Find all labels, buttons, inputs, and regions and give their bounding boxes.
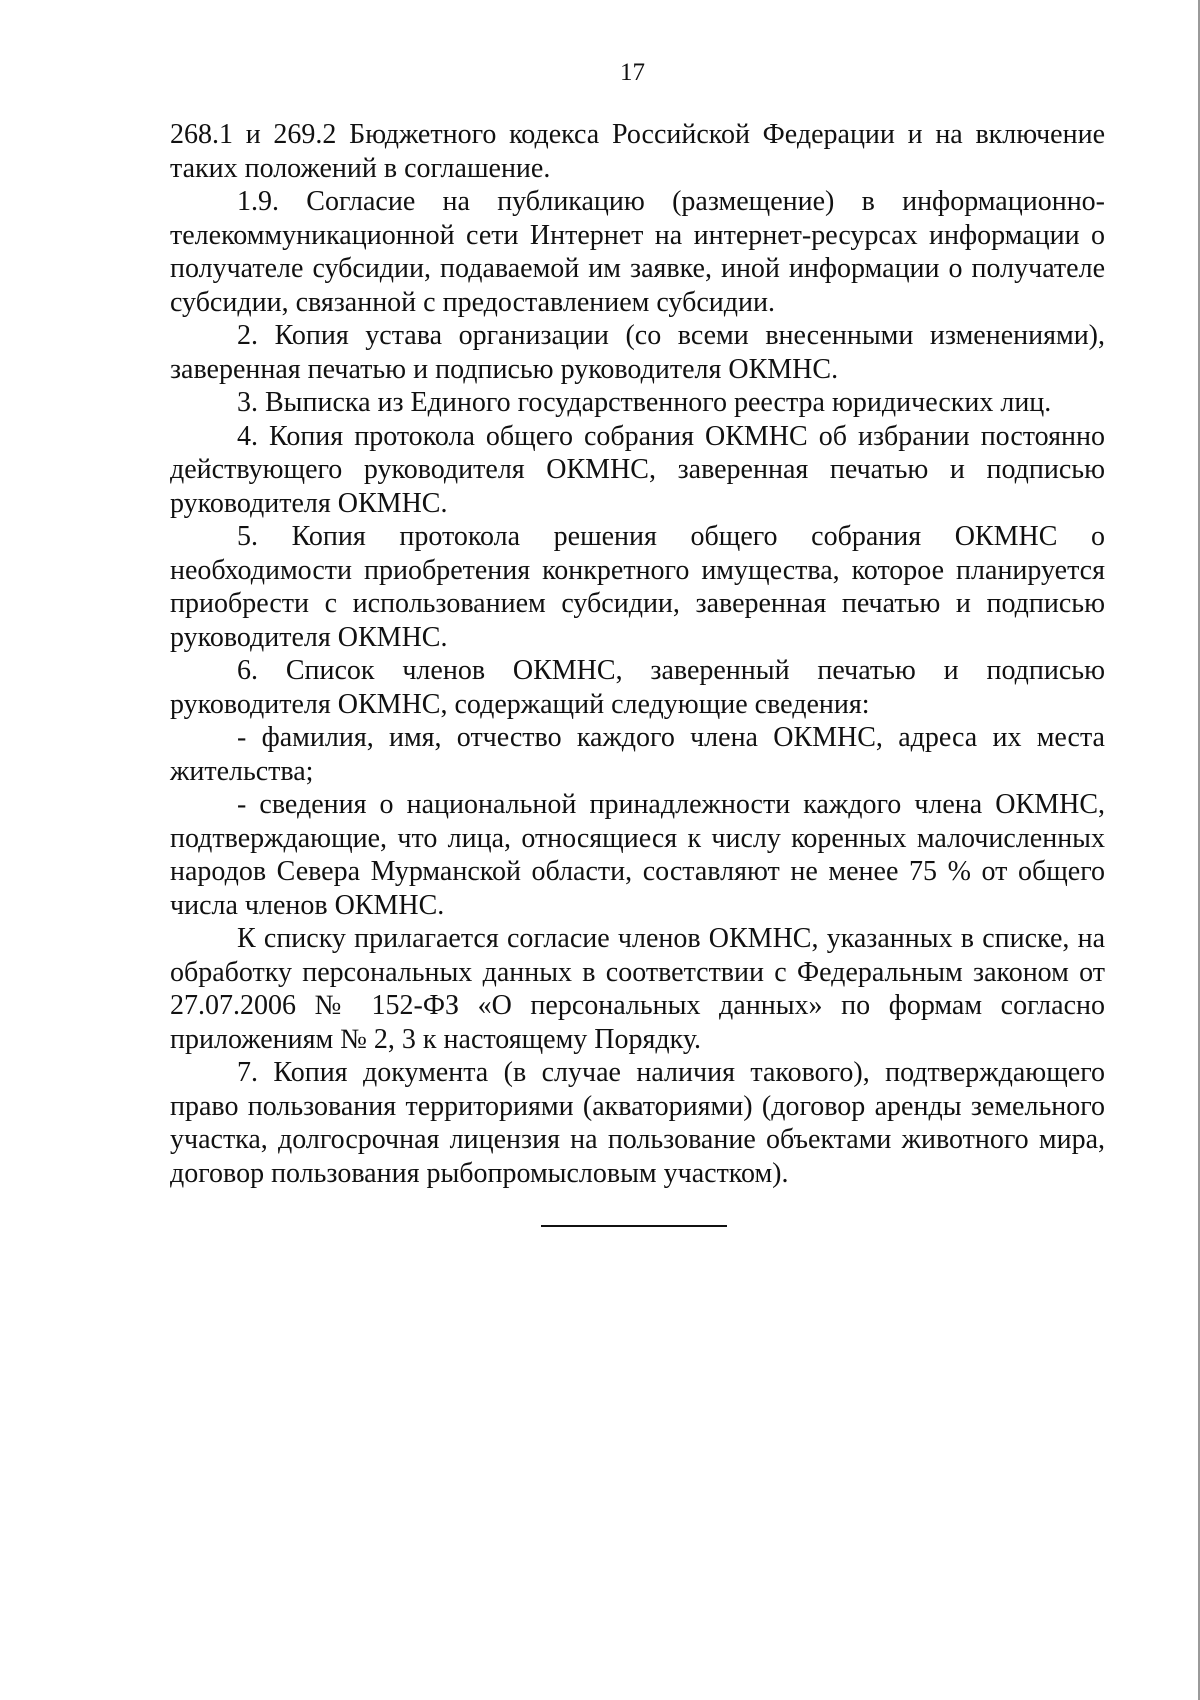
paragraph-item-3: 3. Выписка из Единого государственного реестра юридических лиц. xyxy=(237,387,1052,418)
end-of-document-rule xyxy=(541,1225,727,1227)
paragraph-item-1-9: 1.9. Согласие на публикацию (размещение) в информационно-телекоммуникационной сети Интернет на интернет-ресурсах информации о получателе субсидии, подаваемой им заявке, иной информации о получателе субсидии, связанной с предоставлением субсидии. xyxy=(170,186,1105,318)
paragraph-item-2: 2. Копия устава организации (со всеми внесенными изменениями), заверенная печатью и подписью руководителя ОКМНС. xyxy=(170,320,1105,385)
paragraph-consent-note: К списку прилагается согласие членов ОКМНС, указанных в списке, на обработку персональных данных в соответствии с Федеральным законом от 27.07.2006 № 152-ФЗ «О персональных данных» по формам согласно приложениям № 2, 3 к настоящему Порядку. xyxy=(170,923,1105,1055)
list-item-name-address: - фамилия, имя, отчество каждого члена ОКМНС, адреса их места жительства; xyxy=(170,722,1105,787)
paragraph-item-6: 6. Список членов ОКМНС, заверенный печатью и подписью руководителя ОКМНС, содержащий следующие сведения: xyxy=(170,655,1105,720)
paragraph-item-7: 7. Копия документа (в случае наличия такового), подтверждающего право пользования территориями (акваториями) (договор аренды земельного участка, долгосрочная лицензия на пользование объектами животного мира, договор пользования рыбопромысловым участком). xyxy=(170,1057,1105,1189)
document-body xyxy=(170,118,1105,1190)
paragraph-item-5: 5. Копия протокола решения общего собрания ОКМНС о необходимости приобретения конкретного имущества, которое планируется приобрести с использованием субсидии, заверенная печатью и подписью руководителя ОКМНС. xyxy=(170,521,1105,653)
list-item-nationality: - сведения о национальной принадлежности каждого члена ОКМНС, подтверждающие, что лица, относящиеся к числу коренных малочисленных народов Севера Мурманской области, составляют не менее 75 % от общего числа членов ОКМНС. xyxy=(170,789,1105,921)
page-number: 17 xyxy=(620,59,645,86)
paragraph-item-4: 4. Копия протокола общего собрания ОКМНС об избрании постоянно действующего руководителя ОКМНС, заверенная печатью и подписью руководителя ОКМНС. xyxy=(170,420,1105,519)
paragraph-continuation: 268.1 и 269.2 Бюджетного кодекса Российской Федерации и на включение таких положений в соглашение. xyxy=(170,119,1105,184)
